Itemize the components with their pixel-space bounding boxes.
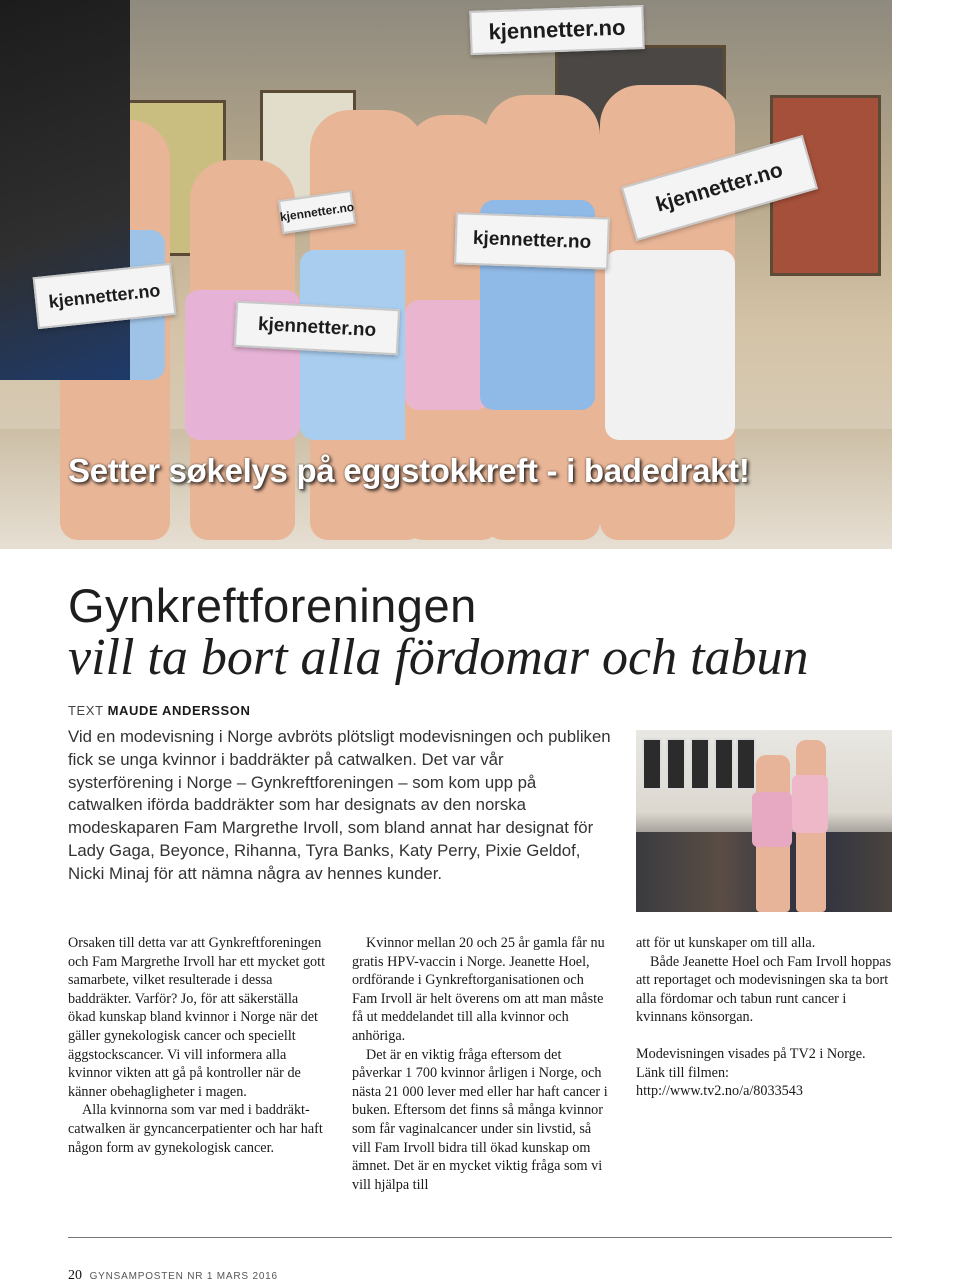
sign: kjennetter.no: [278, 190, 356, 234]
wall-frame: [642, 738, 662, 790]
paragraph: Orsaken till detta var att Gynkreftforeningen och Fam Margrethe Irvoll har ett mycket gott samarbete, vilket resulterade i dessa baddräkter. Varför? Jo, för att säkerställa ökad kunskap bland kvinnor i Norge när det gäller gynekologisk cancer och speciellt äggstockscancer. Vi vill informera alla kvinnor vikten att gå på kontroller när de känner obehagligheter i magen.: [68, 935, 326, 1100]
paragraph: Kvinnor mellan 20 och 25 år gamla får nu gratis HPV-vaccin i Norge. Jeanette Hoel, ordförande i Gynkreftorganisationen och Fam Irvoll är helt överens om att man måste få ut meddelandet till alla kvinnor och anhöriga.: [352, 935, 605, 1044]
article-subtitle: vill ta bort alla fördomar och tabun: [68, 629, 809, 686]
sign: kjennetter.no: [454, 212, 610, 269]
body-column-1: [68, 934, 326, 1157]
article-title: Gynkreftforeningen: [68, 579, 477, 632]
body-column-2: [352, 934, 610, 1194]
sign: kjennetter.no: [469, 5, 644, 55]
byline-author: MAUDE ANDERSSON: [107, 703, 251, 718]
wall-frame: [714, 738, 734, 790]
swimsuit: [752, 792, 792, 847]
swimsuit: [605, 250, 735, 440]
body-column-3: [636, 934, 894, 1101]
wall-frame: [690, 738, 710, 790]
sign: kjennetter.no: [33, 263, 177, 329]
swimsuit: [792, 775, 828, 833]
sign: kjennetter.no: [621, 135, 818, 241]
lead-paragraph: Vid en modevisning i Norge avbröts plötsligt modevisningen och publiken fick se unga kvinnor i baddräkter på catwalken. Det var vår systerförening i Norge – Gynkreftforeningen – som kom upp på catwalken iförda baddräkter som har designats av den norska modeskaparen Fam Margrethe Irvoll, som bland annat har designat för Lady Gaga, Beyonce, Rihanna, Tyra Banks, Katy Perry, Pixie Geldof, Nicki Minaj för att nämna några av hennes kunder.: [68, 727, 611, 883]
paragraph: att för ut kunskaper om till alla.: [636, 935, 816, 951]
paragraph: Både Jeanette Hoel och Fam Irvoll hoppas att reportaget och modevisningen ska ta bort alla fördomar och tabun runt cancer i kvinnans könsorgan.: [636, 953, 892, 1026]
byline-label: TEXT: [68, 703, 104, 718]
wall-frame: [666, 738, 686, 790]
footer-divider: [68, 1237, 892, 1238]
paragraph: Alla kvinnorna som var med i baddräkt-catwalken är gyncancerpatienter och har haft någon form av gynekologisk cancer.: [68, 1102, 323, 1156]
catwalk-photo: [636, 730, 892, 912]
swimsuit: [405, 300, 490, 410]
hero-photo: [0, 0, 892, 549]
page-footer: [68, 1268, 278, 1284]
page-number: 20: [68, 1268, 82, 1283]
byline: [68, 703, 250, 718]
paragraph: Modevisningen visades på TV2 i Norge. Länk till filmen: http://www.tv2.no/a/8033543: [636, 1045, 866, 1100]
paragraph: Det är en viktig fråga eftersom det påverkar 1 700 kvinnor årligen i Norge, och nästa 21 000 lever med eller har haft cancer i buken. Eftersom det finns så många kvinnor som får vaginalcancer under sin livstid, så vill Fam Irvoll bidra till ökad kunskap om ämnet. Det är en mycket viktig fråga som vi vill hjälpa till: [352, 1046, 608, 1193]
sign: kjennetter.no: [234, 301, 400, 356]
photo-headline: Setter søkelys på eggstokkreft - i badedrakt!: [68, 452, 750, 489]
publication-name: GYNSAMPOSTEN NR 1 MARS 2016: [89, 1271, 278, 1282]
wall-frame: [736, 738, 756, 790]
